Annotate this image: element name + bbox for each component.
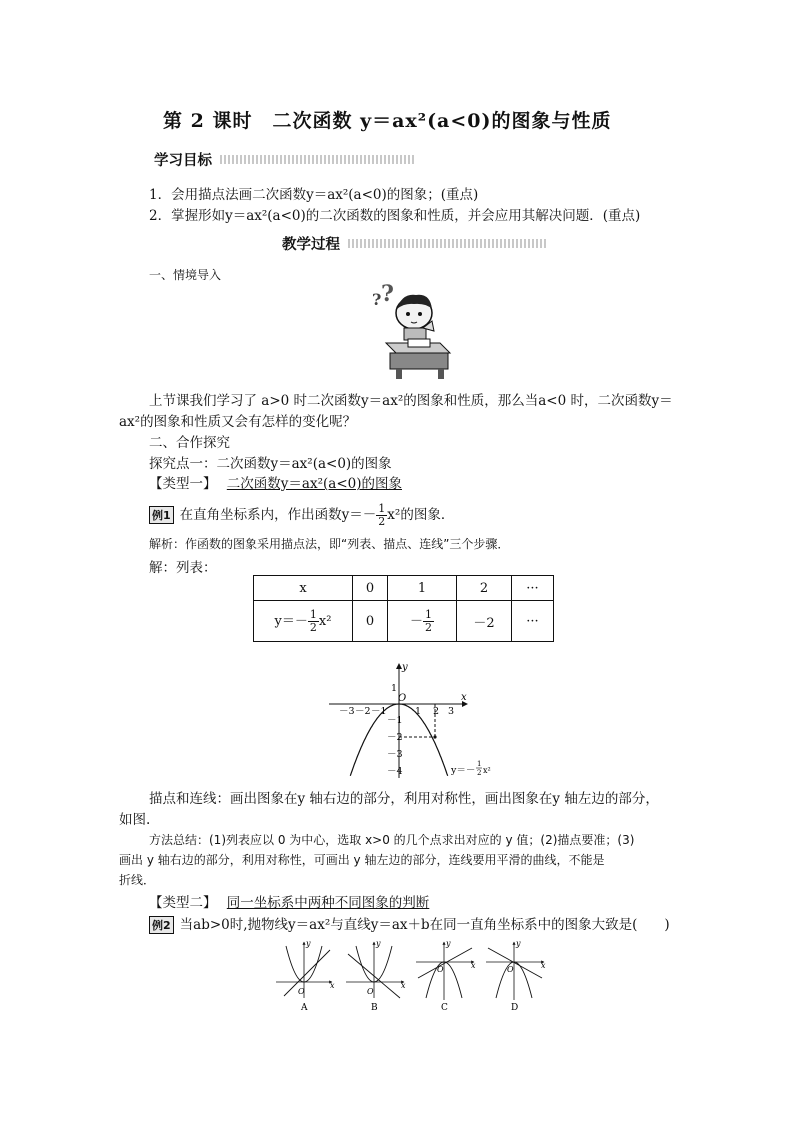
option-d-label: D (511, 1003, 519, 1013)
y-tick: －4 (387, 766, 403, 777)
goals-banner (148, 149, 414, 167)
option-d-graph (486, 939, 546, 1013)
type-2-heading (149, 891, 429, 911)
cell-text: － (409, 613, 423, 629)
example-1-text: 在直角坐标系内，作出函数y＝－ (179, 507, 377, 523)
type-1-heading (149, 472, 402, 492)
section-intro-heading: 一、情境导入 (149, 268, 222, 282)
curve-label-text: y＝－ (451, 765, 476, 776)
frac-numerator: 1 (378, 502, 386, 515)
example-1-fraction (376, 503, 387, 528)
table-cell: x (254, 576, 353, 601)
frac-denominator: 2 (378, 515, 386, 528)
analysis-text: 解析：作函数的图象采用描点法，即“列表、描点、连线”三个步骤． (149, 537, 510, 551)
curve-label-post: x² (483, 766, 491, 775)
table-row (254, 576, 554, 601)
example-1-text-after: x²的图象． (387, 507, 455, 523)
solution-label: 解：列表： (149, 560, 217, 576)
y-tick: －1 (387, 715, 403, 726)
frac-denominator: 2 (309, 620, 317, 634)
option-a-label: A (301, 1003, 308, 1013)
line (284, 950, 330, 996)
option-b-label: B (371, 1003, 378, 1013)
y-axis-label: y (402, 662, 408, 673)
x-label: x (401, 981, 406, 990)
x-axis-label: x (461, 692, 467, 703)
y-tick: 1 (391, 683, 398, 694)
connect-line-2: 如图. (119, 812, 151, 828)
svg-text:?: ? (381, 283, 394, 307)
process-banner (276, 233, 546, 251)
thinking-boy-illustration (368, 283, 458, 380)
x-label: x (471, 961, 476, 970)
y-tick: －3 (387, 749, 403, 760)
y-label: y (446, 939, 451, 948)
origin-label: O (507, 965, 514, 974)
goals-heading: 学习目标 (148, 149, 218, 170)
svg-text:?: ? (372, 290, 382, 309)
option-b-graph (346, 939, 406, 1013)
line (488, 948, 542, 978)
answer-options-graphs (270, 938, 560, 1014)
cell-text: x² (318, 613, 332, 629)
origin-label: O (367, 987, 374, 996)
section-explore-heading: 二、合作探究 (149, 435, 230, 451)
example-2-tag: 例2 (149, 916, 174, 934)
option-a-graph (276, 939, 335, 1013)
table-cell: 0 (353, 576, 388, 601)
example-2 (149, 913, 670, 934)
table-cell: 0 (353, 601, 388, 642)
cell-fraction (423, 609, 434, 634)
table-cell: －2 (457, 601, 512, 642)
curve-label-frac-den: 2 (477, 769, 482, 777)
value-table (253, 575, 554, 642)
example-1 (149, 503, 454, 528)
type-1-tag: 【类型一】 (149, 476, 217, 492)
x-label: x (541, 961, 546, 970)
intro-line-2: ax²的图象和性质又会有怎样的变化呢？ (119, 414, 357, 430)
cell-fraction (308, 609, 319, 634)
x-label: x (330, 981, 335, 990)
table-cell: ··· (512, 576, 554, 601)
frac-numerator: 1 (309, 607, 317, 621)
connect-line-1: 描点和连线：画出图象在y 轴右边的部分，利用对称性，画出图象在y 轴左边的部分， (149, 791, 659, 807)
y-label: y (306, 939, 311, 948)
y-tick: －2 (387, 732, 403, 743)
goal-2: 2．掌握形如y＝ax²(a<0)的二次函数的图象和性质，并会应用其解决问题．(重点) (149, 208, 641, 224)
y-label: y (376, 939, 381, 948)
example-1-tag: 例1 (149, 506, 174, 524)
point-2-neg2 (433, 735, 436, 738)
table-cell: 2 (457, 576, 512, 601)
x-tick: 1 (415, 706, 422, 717)
process-heading: 教学过程 (276, 233, 346, 254)
parabola-graph (325, 660, 500, 782)
option-c-graph (416, 939, 476, 1013)
x-tick: 2 (433, 706, 440, 717)
method-line-2: 画出 y 轴右边的部分，利用对称性，可画出 y 轴左边的部分，连线要用平滑的曲线，不能是 (119, 853, 605, 867)
x-tick: －3 (339, 706, 355, 717)
table-cell: 1 (388, 576, 457, 601)
origin-label: O (398, 693, 407, 704)
frac-denominator: 2 (425, 620, 432, 634)
method-line-3: 折线． (119, 873, 156, 887)
x-tick: 3 (448, 706, 455, 717)
curve-label-frac-num: 1 (477, 760, 482, 768)
frac-numerator: 1 (425, 607, 432, 621)
intro-line-1: 上节课我们学习了 a>0 时二次函数y＝ax²的图象和性质，那么当a<0 时，二次函数y＝ (149, 393, 673, 409)
option-c-label: C (441, 1003, 448, 1013)
origin-label: O (298, 987, 305, 996)
y-label: y (516, 939, 521, 948)
type-2-title: 同一坐标系中两种不同图象的判断 (226, 895, 430, 911)
curve-label (450, 765, 475, 776)
line (418, 948, 472, 978)
goal-1: 1．会用描点法画二次函数y＝ax²(a<0)的图象；(重点) (149, 187, 479, 203)
cell-text: y＝－ (274, 613, 308, 629)
type-2-tag: 【类型二】 (149, 895, 217, 911)
type-1-title: 二次函数y＝ax²(a<0)的图象 (226, 476, 402, 492)
table-cell (388, 601, 457, 642)
table-cell (254, 601, 353, 642)
x-tick: －2 (355, 706, 371, 717)
explore-point-1: 探究点一：二次函数y＝ax²(a<0)的图象 (149, 456, 392, 472)
page-title: 第 2 课时 二次函数 y＝ax²(a<0)的图象与性质 (163, 110, 612, 132)
table-cell: ··· (512, 601, 554, 642)
example-2-text: 当ab>0时,抛物线y＝ax²与直线y＝ax＋b在同一直角坐标系中的图象大致是( ) (179, 917, 670, 933)
origin-label: O (437, 965, 444, 974)
method-line-1: 方法总结：(1)列表应以 0 为中心，选取 x>0 的几个点求出对应的 y 值；(2)描点要准；(3) (149, 833, 635, 847)
x-tick: －1 (371, 706, 387, 717)
table-row (254, 601, 554, 642)
